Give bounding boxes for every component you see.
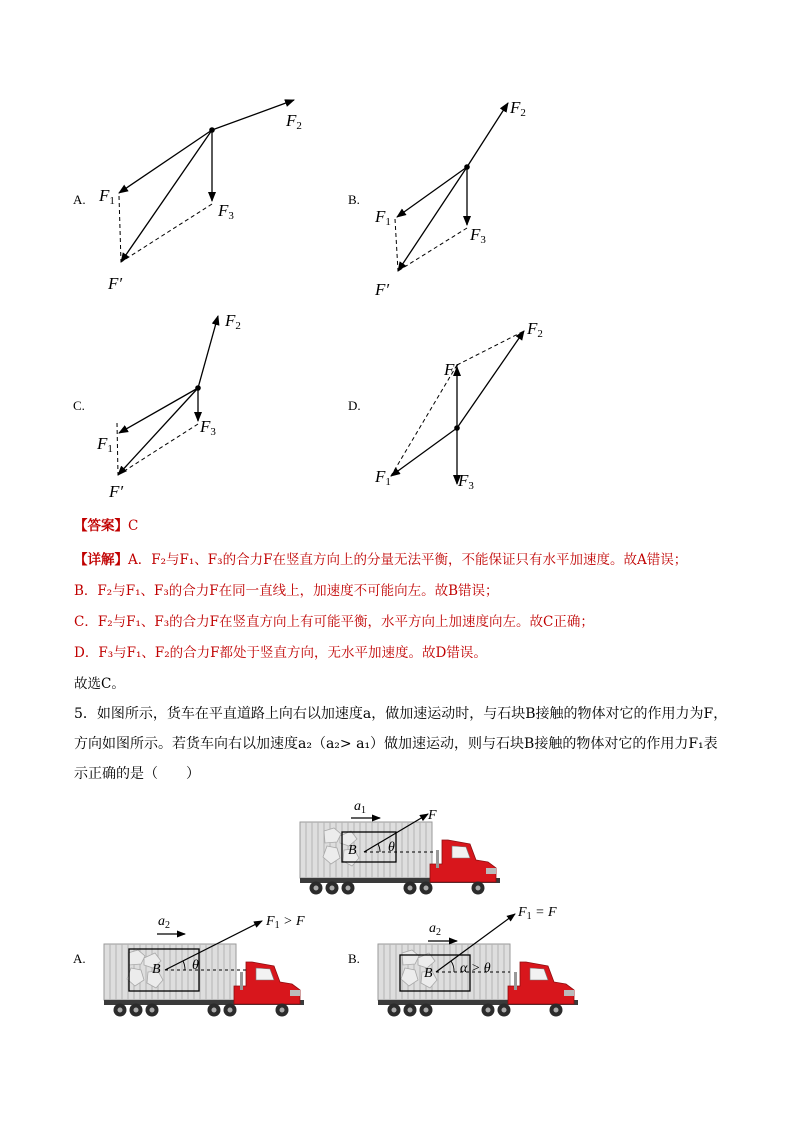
svg-text:F1: F1 [375, 207, 391, 228]
option-b-angle-label: α > θ [460, 961, 491, 976]
svg-text:F3: F3 [218, 201, 234, 222]
question-5-line3: 示正确的是（ ） [74, 766, 200, 782]
svg-text:a2: $a_2$ [429, 921, 441, 938]
option-b-label: B. [348, 192, 360, 207]
explain-text-a: A．F₂与F₁、F₃的合力F在竖直方向上的分量无法平衡，不能保证只有水平加速度。故A错误； [128, 552, 688, 568]
svg-text:F3: F3 [470, 225, 486, 246]
conclusion-line: 故选C。 [74, 676, 125, 692]
truck-option-b-label: B. [348, 951, 360, 966]
option-a-relation: > F [279, 914, 305, 929]
main-accel-sub: 1 [361, 805, 366, 816]
answer-tag: 【答案】 [74, 518, 128, 534]
option-d-label: D. [348, 398, 361, 413]
svg-text:a2: $a_2$ [158, 914, 170, 931]
svg-text:F′: F′ [375, 280, 390, 299]
option-a-angle-label: θ [192, 958, 199, 973]
option-b-force-sub: 1 [526, 911, 532, 922]
svg-text:a1: $a_1$ [354, 799, 366, 816]
option-c-label: C. [73, 398, 85, 413]
svg-text:F′: F′ [109, 482, 124, 501]
explain-line-d: D．F₃与F₁、F₂的合力F都处于竖直方向，无水平加速度。故D错误。 [74, 645, 487, 661]
option-a-accel-sub: 2 [165, 920, 170, 931]
main-force-label: F [428, 808, 437, 823]
svg-text:F′: F′ [108, 274, 123, 293]
svg-text:F1: F1 [99, 186, 115, 207]
main-angle-label: θ [388, 840, 395, 855]
svg-text:F′: F′ [444, 360, 459, 379]
svg-text:F3: F3 [200, 417, 216, 438]
svg-text:F1: F1 [375, 467, 391, 488]
main-block-label: B [348, 843, 357, 858]
answer-value: C [128, 518, 139, 534]
question-5-line1: 5．如图所示，货车在平直道路上向右以加速度a，做加速运动时，与石块B接触的物体对它的作用力为F， [74, 706, 728, 722]
explain-line-b: B．F₂与F₁、F₃的合力F在同一直线上，加速度不可能向左。故B错误； [74, 583, 499, 599]
option-a-force-sub: 1 [274, 920, 280, 931]
explain-line-c: C．F₂与F₁、F₃的合力F在竖直方向上有可能平衡，水平方向上加速度向左。故C正确； [74, 614, 594, 630]
explain-tag: 【详解】 [74, 552, 128, 568]
option-a-block-label: B [152, 962, 161, 977]
svg-text:F2: F2 [225, 311, 241, 332]
svg-text:F1 > F: $F_1 > F$ [266, 914, 305, 931]
svg-text:F3: F3 [458, 471, 474, 492]
option-b-block-label: B [424, 966, 433, 981]
svg-text:F2: F2 [286, 111, 302, 132]
svg-text:F2: F2 [527, 319, 543, 340]
svg-text:F1 = F: $F_1 = F$ [518, 905, 557, 922]
option-b-accel-sub: 2 [436, 927, 441, 938]
question-5-line2: 方向如图所示。若货车向右以加速度a₂（a₂> a₁）做加速运动，则与石块B接触的物体对它的作用力F₁表 [74, 736, 718, 752]
option-a-label: A. [73, 192, 86, 207]
svg-text:F1: F1 [97, 434, 113, 455]
svg-text:F2: F2 [510, 98, 526, 119]
option-b-relation: = F [531, 905, 557, 920]
truck-option-a-label: A. [73, 951, 86, 966]
